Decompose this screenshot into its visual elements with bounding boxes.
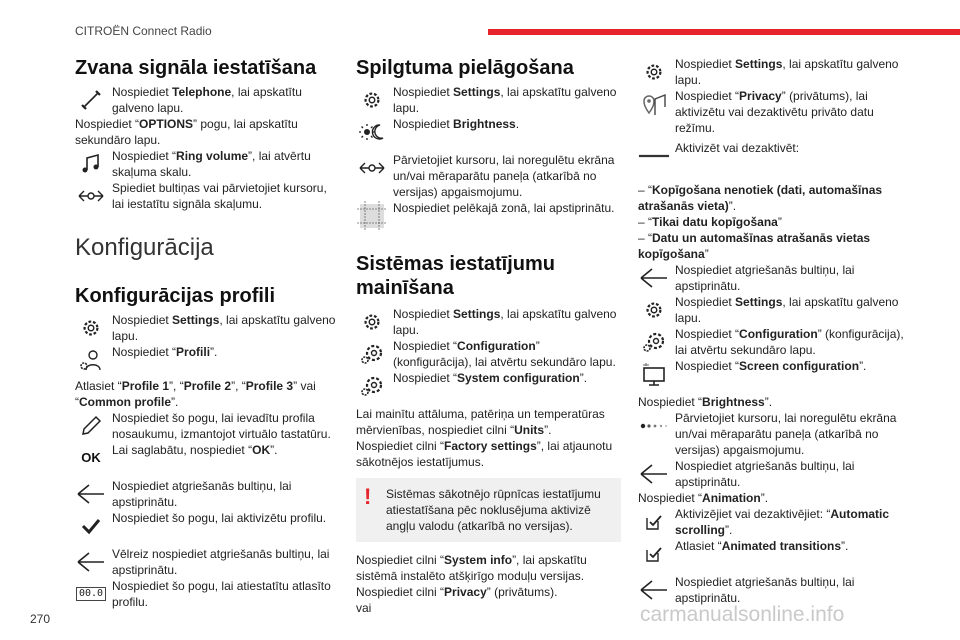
back-arrow-icon (638, 458, 670, 490)
column-left (75, 56, 337, 610)
warning-icon: ! (364, 484, 372, 509)
checkbox-icon (638, 506, 670, 538)
ring-step-3: Nospiediet “Ring volume”, lai atvērtu skaļuma skalu. (75, 148, 337, 180)
privacy-option-1: – “Kopīgošana nenotiek (dati, automašīnas atrašanās vieta)”. (638, 183, 883, 213)
profile-step-6: Nospiediet atgriešanās bultiņu, lai apstiprinātu. (75, 478, 337, 510)
warning-box: ! Sistēmas sākotnējo rūpnīcas iestatījumu atiestatīšana pēc noklusējuma aktivizē angļu valodu (atkarībā no versijas). (356, 478, 621, 542)
brightness-step-1: Nospiediet Settings, lai apskatītu galveno lapu. (356, 84, 621, 116)
slider-arrows-icon (75, 180, 107, 212)
screen-step-6: Nospiediet atgriešanās bultiņu, lai apstiprinātu. (638, 458, 910, 490)
brightness-step-4: Nospiediet pelēkajā zonā, lai apstiprinātu. (356, 200, 621, 232)
profile-step-9: 00.0 Nospiediet šo pogu, lai atiestatītu atlasīto profilu. (75, 578, 337, 610)
config-gear-icon (356, 370, 388, 402)
system-section-title: Sistēmas iestatījumu mainīšana (356, 253, 555, 299)
brightness-step-3: Pārvietojiet kursoru, lai noregulētu ekrāna un/vai mēraparātu paneļa (atkarībā no versijas) apgaismojumu. (356, 152, 621, 200)
profile-person-icon (75, 344, 107, 376)
watermark: carmanualsonline.info (640, 603, 845, 626)
privacy-step-3: Aktivizēt vai dezaktivēt: (638, 140, 910, 172)
ring-step-4: Spiediet bultiņas vai pārvietojiet kursoru, lai iestatītu signāla skaļumu. (75, 180, 337, 212)
screen-step-8: Aktivizējiet vai dezaktivējiet: “Automatic scrolling”. (638, 506, 910, 538)
config-gear-icon (356, 338, 388, 370)
screen-step-7: Nospiediet “Animation”. (638, 491, 769, 505)
config-gear-icon (638, 326, 670, 358)
system-step-7: Nospiediet cilni “Privacy” (privātums). (356, 585, 558, 599)
profile-step-1: Nospiediet Settings, lai apskatītu galveno lapu. (75, 312, 337, 344)
system-step-5: Nospiediet cilni “Factory settings”, lai atjaunotu sākotnējos iestatījumus. (356, 439, 613, 469)
profile-step-4: Nospiediet šo pogu, lai ievadītu profila nosaukumu, izmantojot virtuālo tastatūru. (75, 410, 337, 442)
screen-step-4: Nospiediet “Brightness”. (638, 395, 773, 409)
privacy-step-1: Nospiediet Settings, lai apskatītu galveno lapu. (638, 56, 910, 88)
back-arrow-icon (638, 574, 670, 606)
back-arrow-icon (75, 546, 107, 578)
brightness-section-title: Spilgtuma pielāgošana (356, 57, 574, 79)
grey-zone-icon (356, 200, 388, 232)
profile-step-8: Vēlreiz nospiediet atgriešanās bultiņu, lai apstiprinātu. (75, 546, 337, 578)
screen-step-1: Nospiediet Settings, lai apskatītu galveno lapu. (638, 294, 910, 326)
system-step-3: Nospiediet “System configuration”. (356, 370, 621, 402)
system-step-8: vai (356, 601, 372, 615)
privacy-option-2: – “Tikai datu kopīgošana” (638, 215, 782, 229)
ring-section-title: Zvana signāla iestatīšana (75, 57, 317, 79)
ring-step-2: Nospiediet “OPTIONS” pogu, lai apskatītu sekundāro lapu. (75, 117, 298, 147)
dotted-slider-icon (638, 410, 670, 442)
toggle-bar-icon (638, 140, 670, 172)
screen-step-3: Nospiediet “Screen configuration”. (638, 358, 910, 390)
sun-moon-icon (356, 116, 388, 148)
music-note-icon (75, 148, 107, 180)
profile-step-5: OK Lai saglabātu, nospiediet “OK”. (75, 442, 337, 474)
privacy-option-3: – “Datu un automašīnas atrašanās vietas kopīgošana” (638, 231, 871, 261)
system-step-1: Nospiediet Settings, lai apskatītu galveno lapu. (356, 306, 621, 338)
system-step-6: Nospiediet cilni “System info”, lai apskatītu sistēmā instalēto atšķirīgo moduļu versijas. (356, 553, 587, 583)
slider-arrows-icon (356, 152, 388, 184)
privacy-step-2: Nospiediet “Privacy” (privātums), lai aktivizētu vai dezaktivētu privāto datu režīmu. (638, 88, 910, 136)
page-number: 270 (30, 612, 51, 626)
profiles-section-title: Konfigurācijas profili (75, 285, 276, 307)
screen-step-10: Nospiediet atgriešanās bultiņu, lai apstiprinātu. (638, 574, 910, 606)
profile-step-3: Atlasiet “Profile 1”, “Profile 2”, “Profile 3” vai “Common profile”. (75, 379, 316, 409)
column-middle (356, 56, 621, 616)
system-step-2: Nospiediet “Configuration” (konfigurācija), lai atvērtu sekundāro lapu. (356, 338, 621, 370)
profile-step-2: Nospiediet “Profili”. (75, 344, 337, 376)
pencil-icon (75, 410, 107, 442)
column-right (638, 56, 910, 606)
screen-config-icon (638, 358, 670, 390)
checkmark-icon (75, 510, 107, 542)
brightness-step-2: Nospiediet Brightness. (356, 116, 621, 148)
back-arrow-icon (638, 262, 670, 294)
ok-icon: OK (81, 450, 101, 465)
running-header: CITROËN Connect Radio (75, 24, 212, 38)
screen-step-9: Atlasiet “Animated transitions”. (638, 538, 910, 570)
phone-icon (75, 84, 107, 116)
system-step-4: Lai mainītu attāluma, patēriņa un temperatūras mērvienības, nospiediet cilni “Units”. (356, 407, 605, 437)
checkbox-icon (638, 538, 670, 570)
header-red-bar (488, 29, 960, 35)
gear-icon (356, 84, 388, 116)
gear-icon (75, 312, 107, 344)
profile-step-7: Nospiediet šo pogu, lai aktivizētu profilu. (75, 510, 337, 542)
screen-step-5: Pārvietojiet kursoru, lai noregulētu ekrāna un/vai mēraparātu paneļa (atkarībā no versijas) apgaismojumu. (638, 410, 910, 458)
ring-step-1: Nospiediet Telephone, lai apskatītu galveno lapu. (75, 84, 337, 116)
gear-icon (356, 306, 388, 338)
privacy-step-4: Nospiediet atgriešanās bultiņu, lai apstiprinātu. (638, 262, 910, 294)
reset-icon: 00.0 (75, 578, 107, 610)
gear-icon (638, 56, 670, 88)
screen-step-2: Nospiediet “Configuration” (konfigurācija), lai atvērtu sekundāro lapu. (638, 326, 910, 358)
config-chapter-title: Konfigurācija (75, 234, 214, 261)
gear-icon (638, 294, 670, 326)
back-arrow-icon (75, 478, 107, 510)
privacy-location-icon (638, 88, 670, 120)
